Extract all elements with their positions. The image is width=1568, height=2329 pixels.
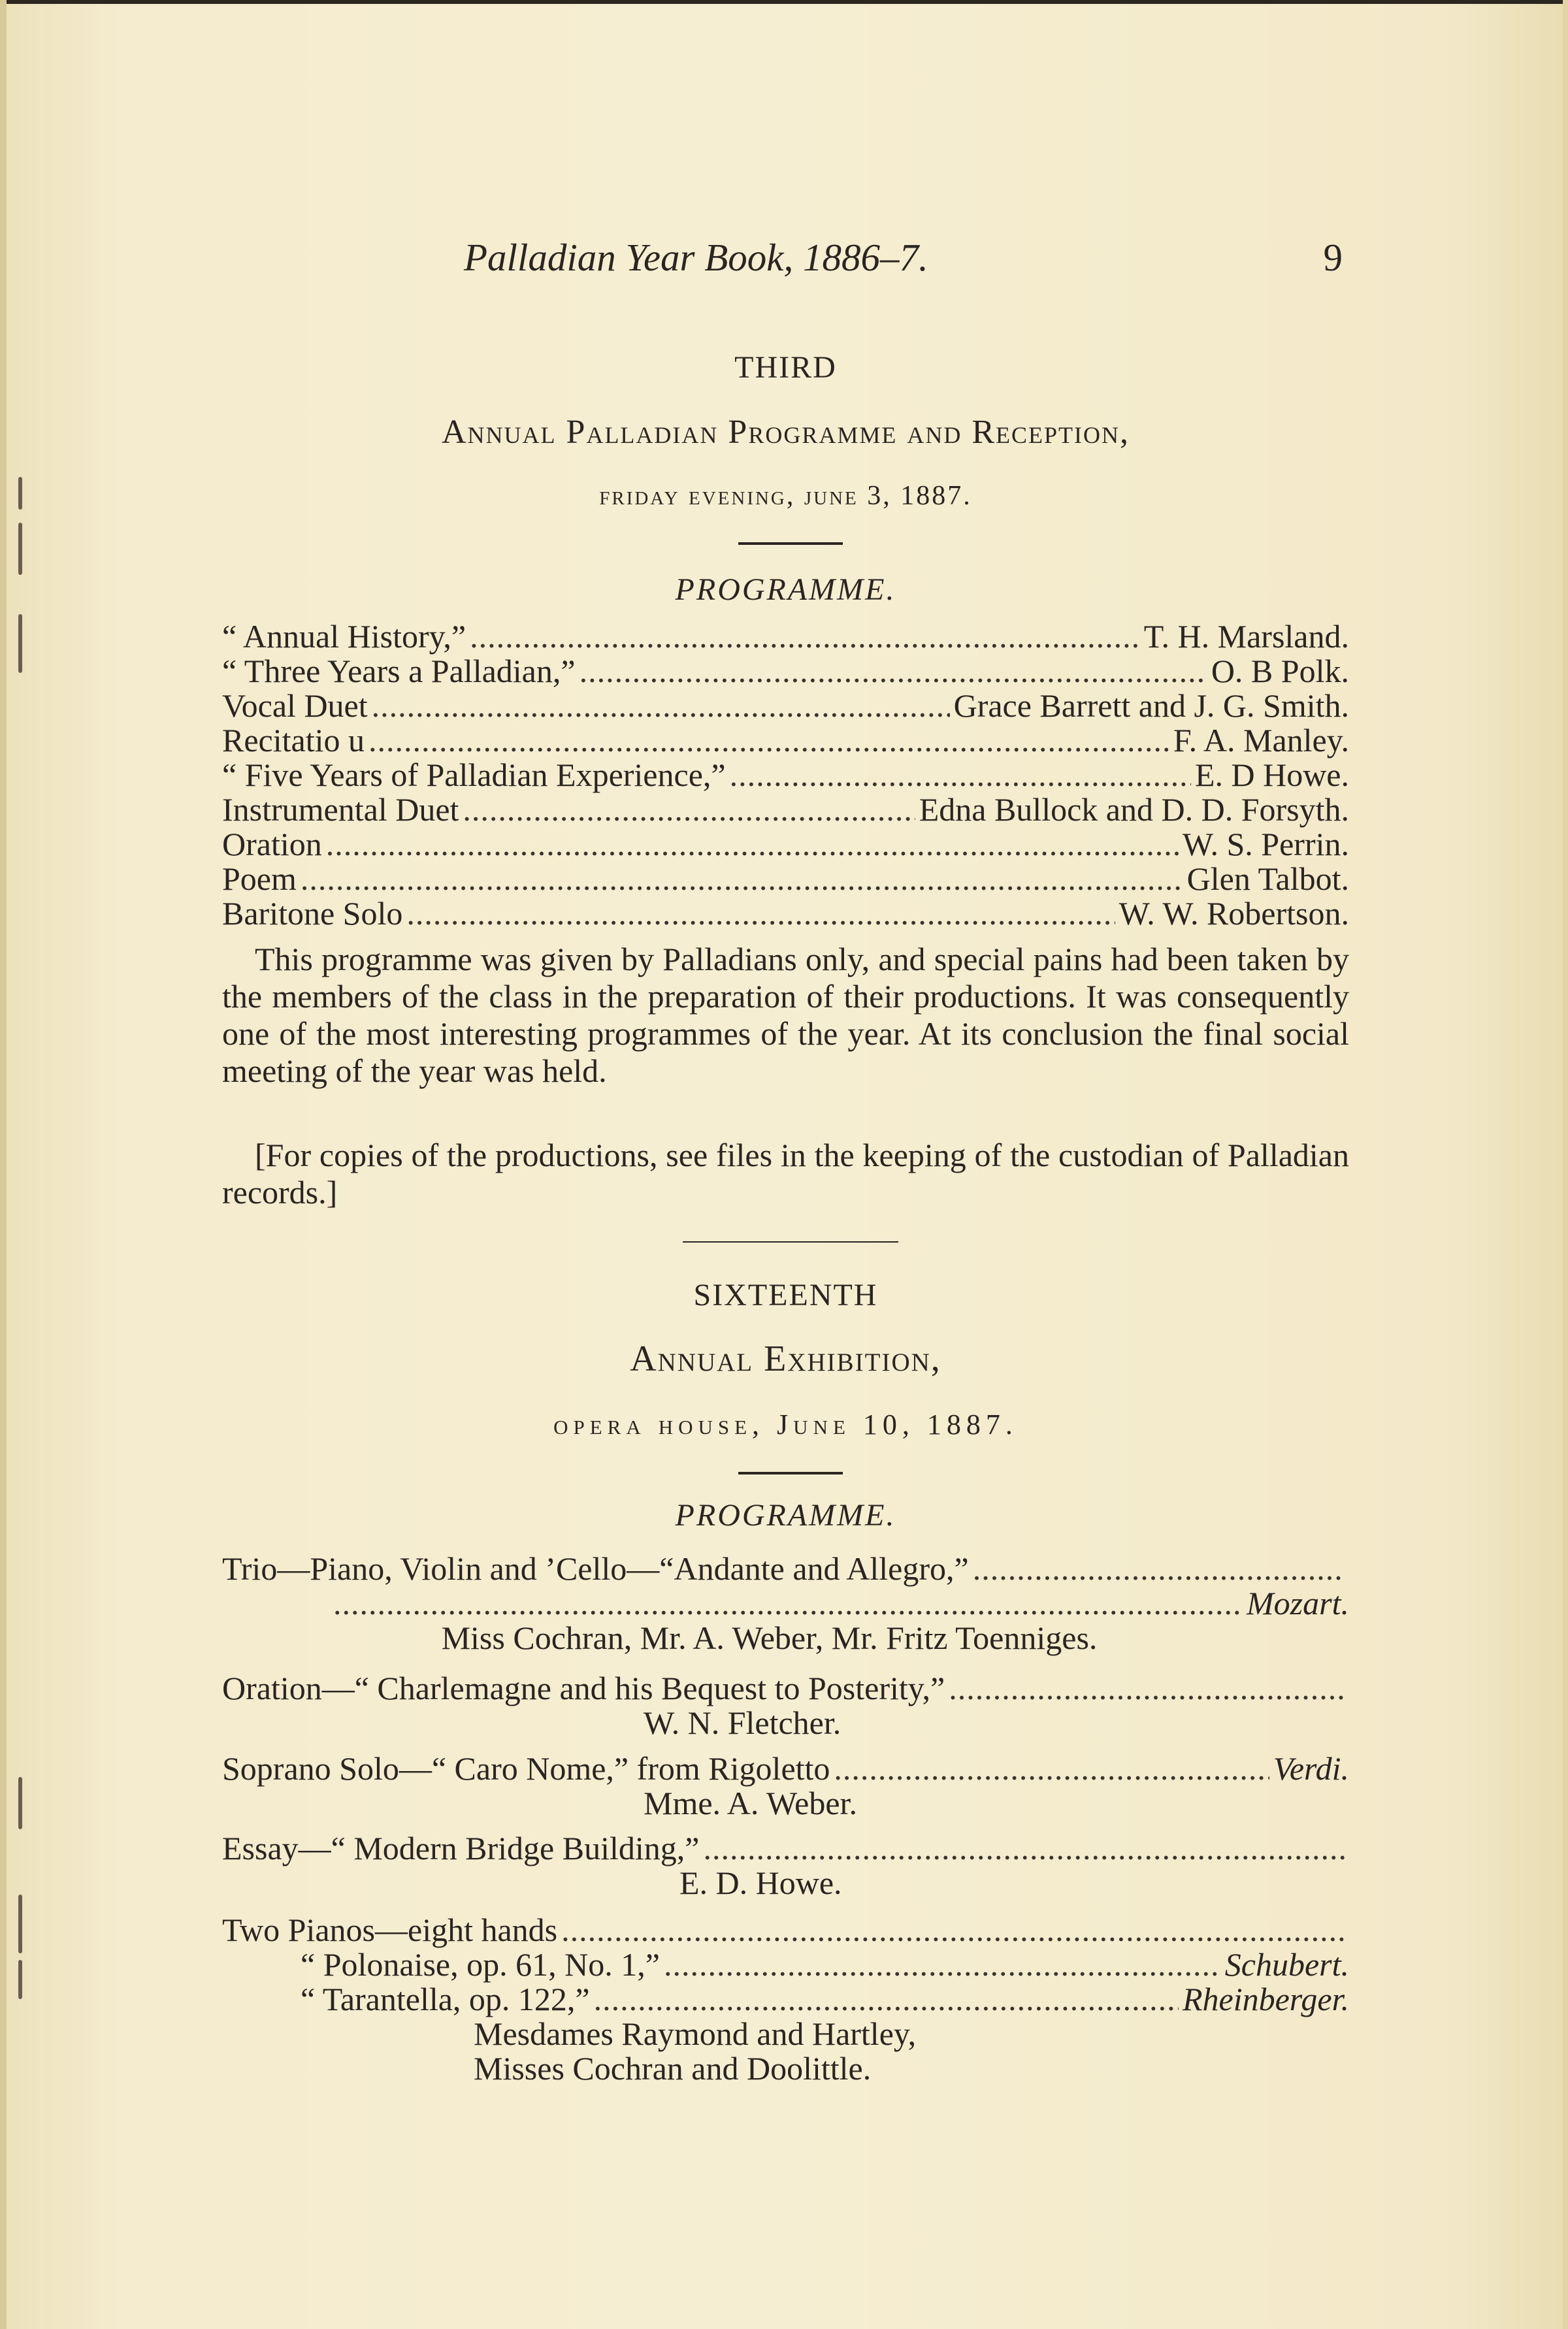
programme-row bbox=[222, 825, 1349, 860]
item-performer: W. S. Perrin. bbox=[1182, 826, 1349, 862]
item-title: Soprano Solo—“ Caro Nome,” from Rigoletto bbox=[222, 1750, 830, 1787]
programme-row bbox=[222, 617, 1349, 653]
item-label: Poem bbox=[222, 860, 297, 897]
item-title: Trio—Piano, Violin and ’Cello—“Andante and Allegro,” bbox=[222, 1550, 969, 1587]
item-performers: E. D. Howe. bbox=[679, 1865, 842, 1901]
piece-title: “ Polonaise, op. 61, No. 1,” bbox=[301, 1946, 660, 1983]
item-performers-line bbox=[644, 1784, 1297, 1819]
section-rule bbox=[738, 1472, 843, 1474]
item-label: “ Annual History,” bbox=[222, 618, 466, 655]
item-label: “ Five Years of Palladian Experience,” bbox=[222, 757, 726, 793]
item-performer: F. A. Manley. bbox=[1173, 722, 1349, 758]
item-performers: Miss Cochran, Mr. A. Weber, Mr. Fritz Toenniges. bbox=[441, 1620, 1098, 1656]
exhibition-item bbox=[222, 1911, 1349, 1946]
third-date: friday evening, june 3, 1887. bbox=[599, 481, 972, 511]
exhibition-item bbox=[222, 1550, 1349, 1585]
piece-composer: Schubert. bbox=[1224, 1946, 1349, 1983]
records-note: [For copies of the productions, see files in the keeping of the custodian of Palladian records.] bbox=[222, 1137, 1349, 1211]
page-number: 9 bbox=[1323, 236, 1343, 279]
third-programme-heading: PROGRAMME. bbox=[675, 572, 896, 607]
item-performers: Mme. A. Weber. bbox=[644, 1785, 857, 1821]
item-performer: O. B Polk. bbox=[1211, 653, 1349, 689]
programme-row bbox=[222, 894, 1349, 930]
piece-composer: Rheinberger. bbox=[1182, 1981, 1349, 2017]
sixteenth-date: opera house, June 10, 1887. bbox=[553, 1409, 1018, 1441]
sixteenth-ordinal: SIXTEENTH bbox=[693, 1278, 878, 1312]
top-edge-shadow bbox=[0, 0, 1568, 4]
item-performer: Grace Barrett and J. G. Smith. bbox=[953, 687, 1349, 724]
item-title: Two Pianos—eight hands bbox=[222, 1912, 558, 1948]
item-performers-line bbox=[679, 1864, 1333, 1899]
item-title: Oration—“ Charlemagne and his Bequest to Posterity,” bbox=[222, 1670, 945, 1706]
section-rule bbox=[738, 542, 843, 545]
sixteenth-title: Annual Exhibition, bbox=[630, 1339, 941, 1379]
exhibition-item bbox=[222, 1669, 1349, 1704]
programme-row bbox=[222, 652, 1349, 687]
item-performer: Edna Bullock and D. D. Forsyth. bbox=[919, 791, 1349, 828]
third-ordinal: THIRD bbox=[734, 350, 837, 385]
item-composer: Verdi. bbox=[1273, 1750, 1349, 1787]
programme-row bbox=[222, 860, 1349, 895]
right-edge bbox=[1563, 0, 1568, 2329]
item-performer: E. D Howe. bbox=[1194, 757, 1349, 793]
item-composer: Mozart. bbox=[1247, 1585, 1349, 1621]
programme-row bbox=[222, 721, 1349, 757]
item-performer: T. H. Marsland. bbox=[1143, 618, 1349, 655]
piece-row bbox=[301, 1980, 1349, 2015]
running-head-title: Palladian Year Book, 1886–7. bbox=[464, 236, 928, 279]
piece-row bbox=[301, 1946, 1349, 1981]
piece-title: “ Tarantella, op. 122,” bbox=[301, 1981, 590, 2017]
item-performer: Glen Talbot. bbox=[1186, 860, 1349, 897]
item-label: Baritone Solo bbox=[222, 895, 403, 932]
programme-row bbox=[222, 756, 1349, 791]
item-performers-line bbox=[644, 1704, 1297, 1739]
exhibition-item bbox=[222, 1750, 1349, 1785]
sixteenth-programme-heading: PROGRAMME. bbox=[675, 1498, 896, 1533]
item-label: “ Three Years a Palladian,” bbox=[222, 653, 576, 689]
section-divider bbox=[683, 1241, 898, 1243]
item-performers: W. N. Fletcher. bbox=[644, 1704, 841, 1741]
item-label: Instrumental Duet bbox=[222, 791, 459, 828]
programme-row bbox=[222, 687, 1349, 722]
exhibition-item bbox=[222, 1829, 1349, 1865]
item-performer: W. W. Robertson. bbox=[1119, 895, 1349, 932]
performers-line bbox=[474, 2049, 1258, 2085]
composer-line bbox=[333, 1584, 1349, 1620]
description-paragraph: This programme was given by Palladians only, and special pains had been taken by the members of the class in the preparation of their productions. It was consequently one of the most interesting programmes of the year. At its conclusion the final social meeting of the year was held. bbox=[222, 941, 1349, 1089]
item-performers: Misses Cochran and Doolittle. bbox=[474, 2050, 872, 2087]
item-title: Essay—“ Modern Bridge Building,” bbox=[222, 1830, 700, 1866]
item-label: Oration bbox=[222, 826, 322, 862]
programme-row bbox=[222, 790, 1349, 826]
item-label: Vocal Duet bbox=[222, 687, 368, 724]
performers-line bbox=[474, 2015, 1258, 2050]
item-performers: Mesdames Raymond and Hartley, bbox=[474, 2015, 917, 2052]
third-title: Annual Palladian Programme and Reception, bbox=[441, 414, 1130, 451]
item-label: Recitatio u bbox=[222, 722, 365, 758]
running-head bbox=[222, 235, 1349, 281]
left-edge-binding bbox=[0, 0, 7, 2329]
